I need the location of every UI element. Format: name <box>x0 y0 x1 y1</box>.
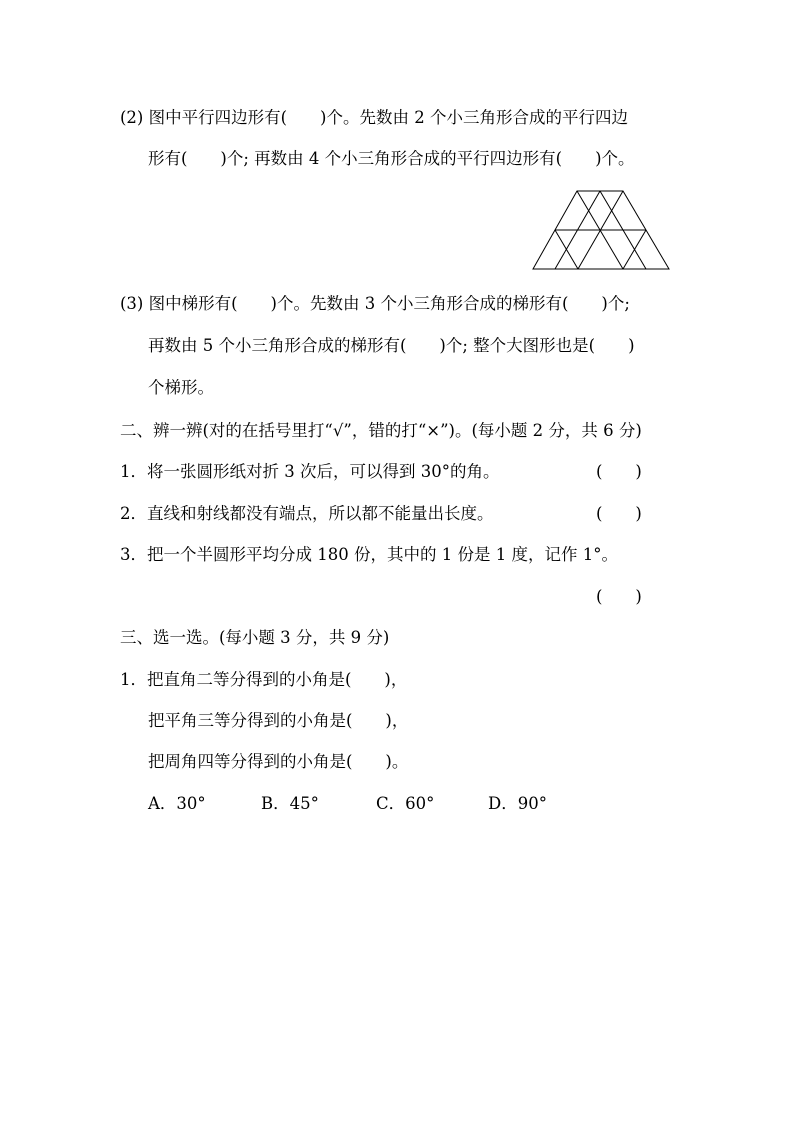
section-2-heading: 二、辨一辨(对的在括号里打“√”，错的打“×”)。(每小题 2 分，共 6 分) <box>120 421 642 440</box>
judge-item-2-text: 2．直线和射线都没有端点，所以都不能量出长度。 <box>120 504 494 523</box>
choice-q1-line-1: 1．把直角二等分得到的小角是( )， <box>120 670 408 689</box>
q3-line-1: (3) 图中梯形有( )个。先数由 3 个小三角形合成的梯形有( )个; <box>120 294 630 313</box>
choice-q1-line-3: 把周角四等分得到的小角是( )。 <box>148 752 409 771</box>
q2-line-2: 形有( )个; 再数由 4 个小三角形合成的平行四边形有( )个。 <box>148 149 635 168</box>
judge-item-1-text: 1．将一张圆形纸对折 3 次后，可以得到 30°的角。 <box>120 462 500 481</box>
judge-item-2-blank[interactable]: ( ) <box>596 504 642 523</box>
judge-item-3-text: 3．把一个半圆形平均分成 180 份，其中的 1 份是 1 度，记作 1°。 <box>120 545 618 564</box>
judge-item-3-blank[interactable]: ( ) <box>596 587 642 606</box>
q2-line-1: (2) 图中平行四边形有( )个。先数由 2 个小三角形合成的平行四边 <box>120 108 628 127</box>
option-a[interactable]: A．30° <box>148 794 206 813</box>
q3-line-2: 再数由 5 个小三角形合成的梯形有( )个; 整个大图形也是( ) <box>148 336 635 355</box>
choice-q1-line-2: 把平角三等分得到的小角是( )， <box>148 711 409 730</box>
trapezoid-triangle-grid <box>532 190 672 270</box>
option-b[interactable]: B．45° <box>261 794 319 813</box>
q3-line-3: 个梯形。 <box>148 378 214 397</box>
option-c[interactable]: C．60° <box>376 794 435 813</box>
section-3-heading: 三、选一选。(每小题 3 分，共 9 分) <box>120 628 390 647</box>
judge-item-1-blank[interactable]: ( ) <box>596 462 642 481</box>
option-d[interactable]: D．90° <box>488 794 547 813</box>
